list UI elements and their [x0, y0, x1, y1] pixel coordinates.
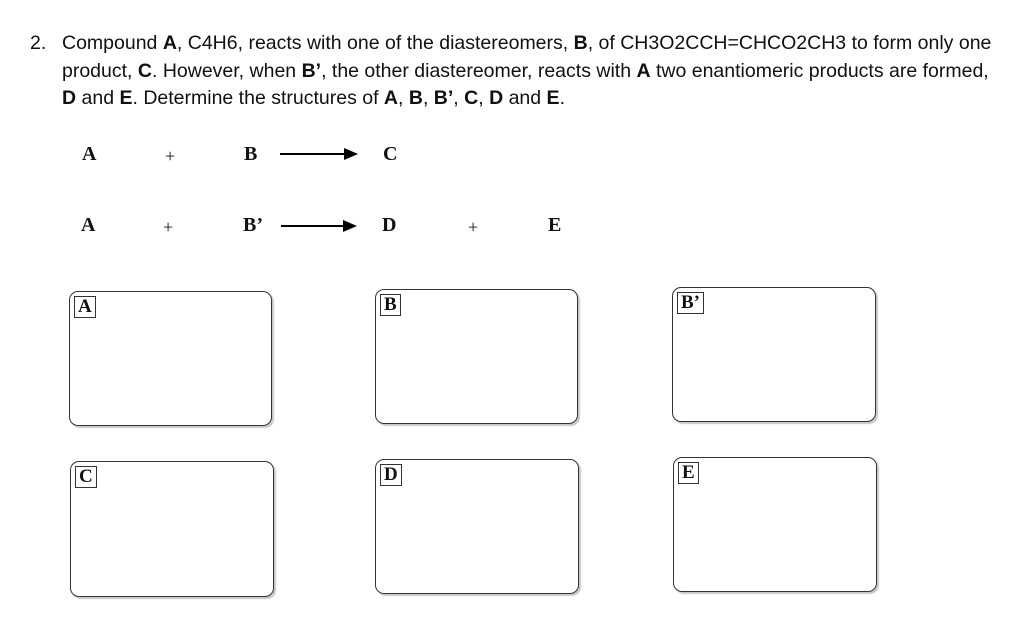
reaction-2-product-d: D	[382, 214, 397, 236]
answer-box-c-label: C	[75, 466, 97, 488]
answer-box-d[interactable]	[375, 459, 579, 594]
question-term: A	[162, 32, 177, 54]
question-text-run: ,	[478, 87, 490, 109]
reaction-2-reactant-a: A	[81, 214, 96, 236]
answer-box-bprime-label: B’	[677, 292, 704, 314]
question-text-run: ,	[398, 87, 409, 109]
answer-box-e[interactable]	[673, 457, 877, 592]
reaction-2-arrow	[281, 225, 355, 227]
question-term: A	[383, 87, 399, 109]
question-text-run: . However, when	[151, 59, 302, 82]
question-term: C	[137, 59, 152, 82]
question-text	[30, 30, 995, 113]
reaction-2-plus-1: +	[163, 217, 174, 237]
question-number: 2.	[30, 32, 47, 54]
question-term: E	[119, 87, 133, 109]
reaction-2-product-e: E	[548, 214, 562, 236]
reaction-1-reactant-a: A	[82, 143, 97, 165]
question-term: D	[489, 87, 504, 109]
question-term: C	[464, 87, 479, 109]
question-term: B	[408, 87, 423, 109]
reaction-1-plus: +	[165, 146, 176, 166]
question-text-run: ,	[453, 87, 465, 109]
answer-box-b[interactable]	[375, 289, 578, 424]
reaction-2-reactant-bprime: B’	[243, 214, 263, 236]
reaction-1-product-c: C	[383, 143, 398, 165]
question-text-run: .	[559, 87, 565, 109]
question-text-run: , of CH3O2CCH=CHCO2CH3 to form only one product,	[62, 32, 992, 82]
question-term: A	[636, 59, 651, 82]
question-text-run: , C4H6, reacts with one of the diastereomers,	[176, 32, 574, 54]
question-term: B	[573, 32, 588, 54]
reaction-1-arrow	[280, 153, 356, 155]
question-term: D	[62, 87, 77, 109]
answer-box-a[interactable]	[69, 291, 272, 426]
question-text-run: two enantiomeric products are formed,	[650, 59, 989, 82]
question-text-run: and	[503, 87, 547, 109]
question-text-run: . Determine the structures of	[132, 87, 384, 109]
question-text-run: , the other diastereomer, reacts with	[321, 59, 637, 82]
answer-box-bprime[interactable]	[672, 287, 876, 422]
answer-box-d-label: D	[380, 464, 402, 486]
question-term: B’	[433, 87, 454, 109]
reaction-1-reactant-b: B	[244, 143, 258, 165]
answer-box-c[interactable]	[70, 461, 274, 597]
question-term: E	[546, 87, 560, 109]
question-text-run: ,	[422, 87, 434, 109]
answer-box-e-label: E	[678, 462, 699, 484]
answer-box-a-label: A	[74, 296, 96, 318]
question-text-run: Compound	[62, 32, 163, 54]
question-term: B’	[301, 59, 322, 82]
question-body	[62, 30, 995, 113]
question-text-run: and	[76, 87, 120, 109]
answer-box-b-label: B	[380, 294, 401, 316]
reaction-2-plus-2: +	[468, 217, 479, 237]
